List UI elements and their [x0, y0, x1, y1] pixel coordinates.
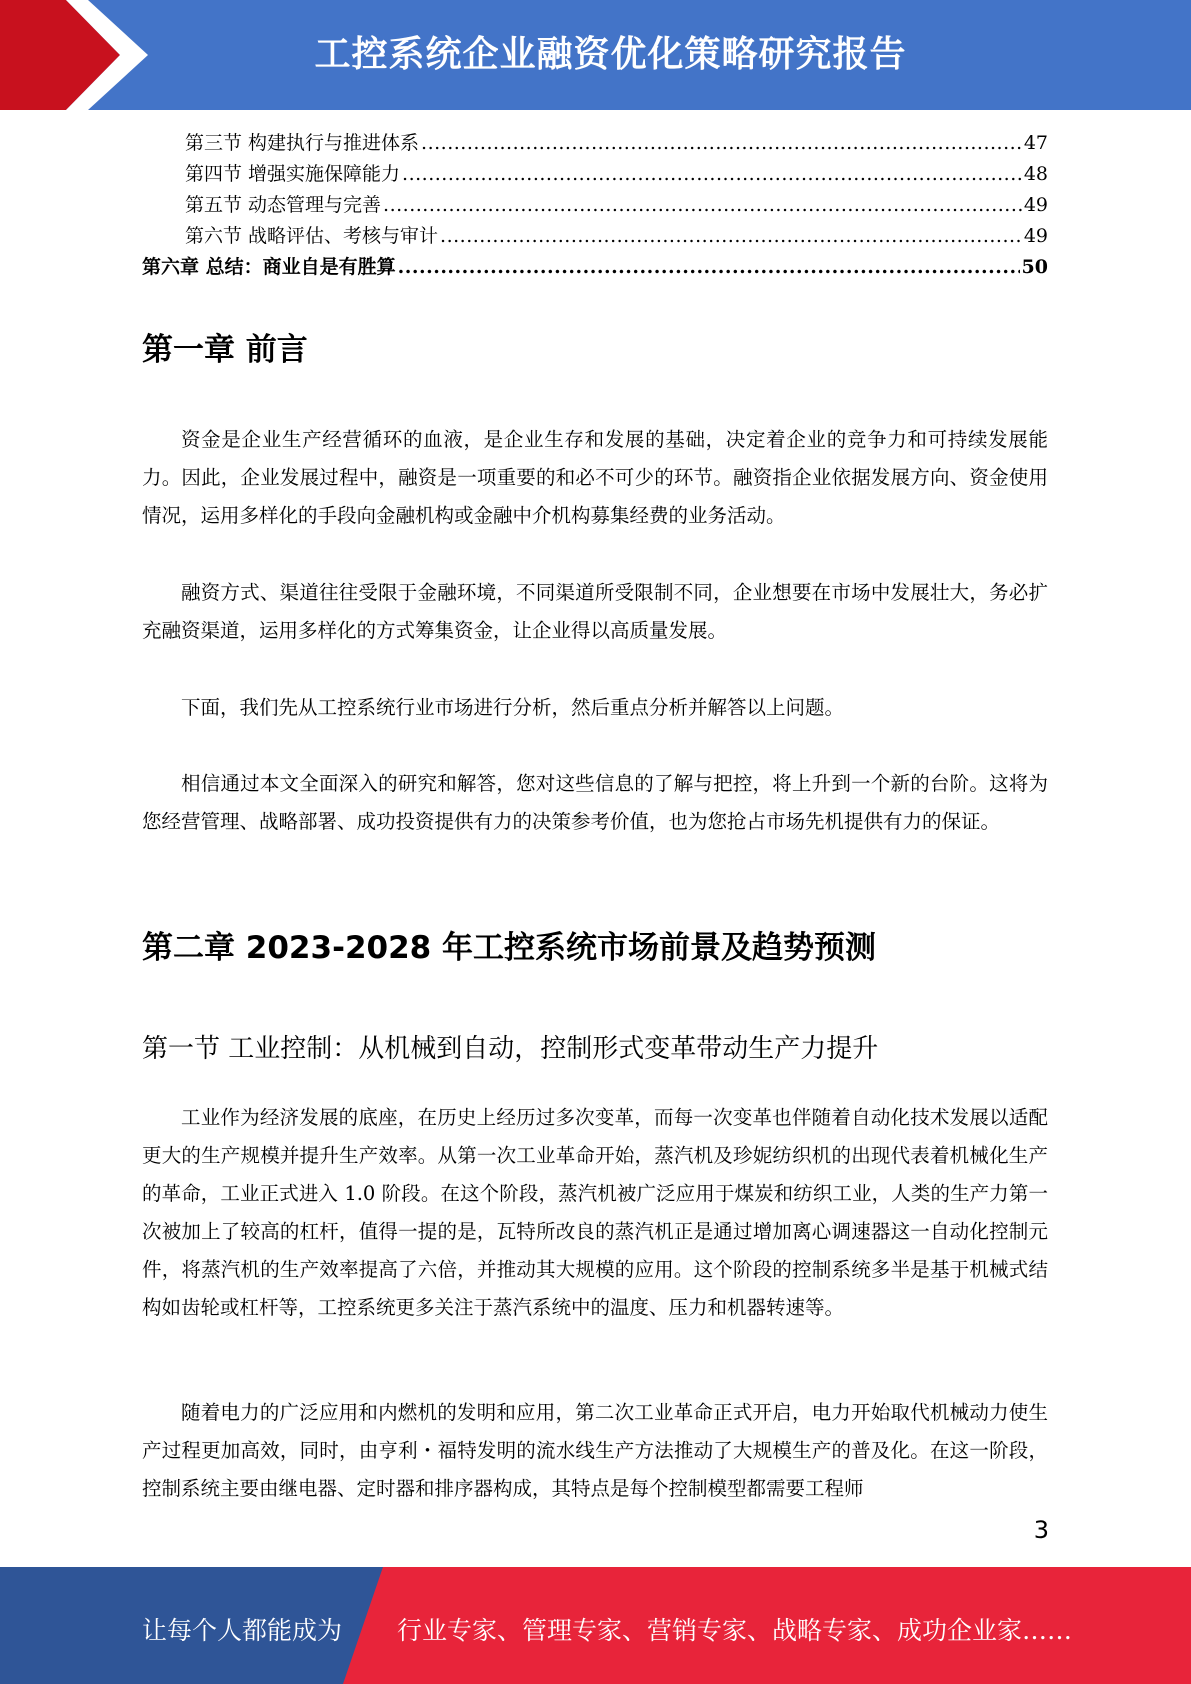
chapter-1-title: 第一章 前言: [142, 332, 308, 368]
chapter-1-paragraph: 融资方式、渠道往往受限于金融环境，不同渠道所受限制不同，企业想要在市场中发展壮大，务必扩充融资渠道，运用多样化的方式筹集资金，让企业得以高质量发展。: [142, 581, 1048, 642]
page-number: 3: [1033, 1516, 1049, 1544]
toc-item-label: 第六节 战略评估、考核与审计: [185, 225, 439, 247]
page-footer: [0, 1567, 1191, 1684]
toc-item-page: 49: [1023, 225, 1048, 247]
toc-leader: [421, 128, 1022, 159]
toc-item-label: 第三节 构建执行与推进体系: [185, 132, 420, 154]
toc-item-page: 50: [1021, 256, 1048, 278]
toc-item-chapter[interactable]: [142, 252, 1048, 283]
toc-leader: [402, 159, 1022, 190]
table-of-contents: [142, 128, 1048, 283]
page-header: [0, 0, 1191, 110]
toc-item-label: 第四节 增强实施保障能力: [185, 163, 401, 185]
toc-leader: [383, 190, 1022, 221]
toc-leader: [398, 252, 1020, 283]
toc-item[interactable]: [142, 221, 1048, 252]
footer-slogan-left: 让每个人都能成为: [142, 1616, 343, 1645]
section-1-paragraph: 工业作为经济发展的底座，在历史上经历过多次变革，而每一次变革也伴随着自动化技术发展以适配更大的生产规模并提升生产效率。从第一次工业革命开始，蒸汽机及珍妮纺织机的出现代表着机械化生产的革命，工业正式进入 1.0 阶段。在这个阶段，蒸汽机被广泛应用于煤炭和纺织工业，人类的生产力第一次被加上了较高的杠杆，值得一提的是，瓦特所改良的蒸汽机正是通过增加离心调速器这一自动化控制元件，将蒸汽机的生产效率提高了六倍，并推动其大规模的应用。这个阶段的控制系统多半是基于机械式结构如齿轮或杠杆等，工控系统更多关注于蒸汽系统中的温度、压力和机器转速等。: [142, 1106, 1048, 1319]
toc-item[interactable]: [142, 190, 1048, 221]
section-1-paragraph: 随着电力的广泛应用和内燃机的发明和应用，第二次工业革命正式开启，电力开始取代机械动力使生产过程更加高效，同时，由亨利・福特发明的流水线生产方法推动了大规模生产的普及化。在这一阶段，控制系统主要由继电器、定时器和排序器构成，其特点是每个控制模型都需要工程师: [142, 1401, 1048, 1500]
section-1-title: 第一节 工业控制：从机械到自动，控制形式变革带动生产力提升: [142, 1034, 879, 1064]
chapter-1-paragraph: 下面，我们先从工控系统行业市场进行分析，然后重点分析并解答以上问题。: [181, 696, 845, 719]
footer-slogan-right: 行业专家、管理专家、营销专家、战略专家、成功企业家……: [397, 1616, 1073, 1645]
toc-item-label: 第五节 动态管理与完善: [185, 194, 382, 216]
report-title: 工控系统企业融资优化策略研究报告: [314, 34, 907, 75]
toc-item[interactable]: [142, 159, 1048, 190]
chapter-1-paragraph: 资金是企业生产经营循环的血液，是企业生存和发展的基础，决定着企业的竞争力和可持续发展能力。因此，企业发展过程中，融资是一项重要的和必不可少的环节。融资指企业依据发展方向、资金使用情况，运用多样化的手段向金融机构或金融中介机构募集经费的业务活动。: [142, 428, 1048, 527]
toc-item-page: 48: [1023, 163, 1048, 185]
chapter-2-title: 第二章 2023-2028 年工控系统市场前景及趋势预测: [142, 930, 877, 966]
toc-leader: [440, 221, 1022, 252]
toc-item-page: 49: [1023, 194, 1048, 216]
toc-item-page: 47: [1023, 132, 1048, 154]
toc-item[interactable]: [142, 128, 1048, 159]
chapter-1-paragraph: 相信通过本文全面深入的研究和解答，您对这些信息的了解与把控，将上升到一个新的台阶。这将为您经营管理、战略部署、成功投资提供有力的决策参考价值，也为您抢占市场先机提供有力的保证。: [142, 772, 1048, 833]
page-content: [142, 128, 1048, 1500]
toc-item-label: 第六章 总结：商业自是有胜算: [142, 256, 396, 278]
